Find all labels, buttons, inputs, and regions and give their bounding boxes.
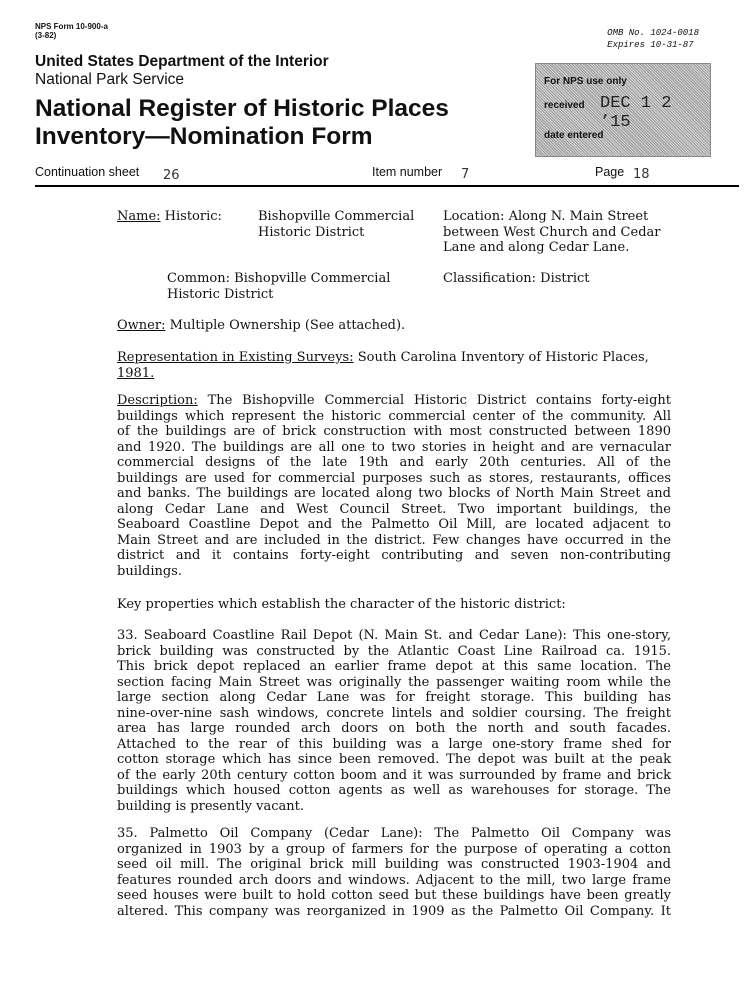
description-section — [117, 393, 671, 579]
property-35-line: 35. Palmetto Oil Company (Cedar Lane): The Palmetto Oil Company was — [117, 826, 671, 841]
stamp-date-entered-label: date entered — [544, 130, 604, 141]
property-33-line: nine-over-nine sash windows, concrete lintels and soldier coursing. The freight — [117, 705, 671, 721]
description-line: of the buildings are of brick construction with most constructed between 1890 — [117, 424, 671, 439]
description-line: along Cedar Lane and West Council Street. Two important buildings, the — [117, 501, 671, 517]
description-line: district and it contains forty-eight contributing and seven non-contributing — [117, 548, 671, 563]
property-33-line: building is presently vacant. — [117, 798, 304, 814]
property-35-line: organized in 1903 by a group of farmers for the purpose of operating a cotton — [117, 841, 671, 857]
property-33 — [117, 628, 671, 814]
representation-label: Representation in Existing Surveys: — [117, 350, 354, 365]
property-33-line: area has large rounded arch doors on both the north and south facades. — [117, 721, 671, 736]
form-title-line2: Inventory—Nomination Form — [35, 123, 373, 150]
historic-name-line2: Historic District — [258, 224, 365, 240]
property-33-line: of the early 20th century cotton boom and it was surrounded by frame and brick — [117, 767, 671, 783]
property-33-line: brick building was constructed by the Atlantic Coast Line Railroad ca. 1915. — [117, 643, 671, 659]
location-line3: Lane and along Cedar Lane. — [443, 240, 630, 255]
name-section — [117, 209, 222, 225]
common-name-block — [167, 271, 390, 302]
name-label: Name: — [117, 209, 161, 224]
form-title — [35, 95, 449, 151]
owner-label: Owner: — [117, 318, 166, 333]
omb-info — [607, 27, 699, 51]
description-line: Main Street and are included in the district. Few changes have occurred in the — [117, 532, 671, 548]
agency-heading: National Park Service — [35, 71, 185, 88]
property-33-line: section facing Main Street was originally the passenger waiting room while the — [117, 674, 671, 690]
property-33-line: 33. Seaboard Coastline Rail Depot (N. Main St. and Cedar Lane): This one-story, — [117, 628, 671, 643]
omb-number: OMB No. 1024-0018 — [607, 28, 699, 38]
common-name-line2: Historic District — [167, 286, 274, 302]
stamp-received-date: DEC 1 2 ’15 — [600, 94, 672, 132]
description-line: and banks. The buildings are located along two blocks of North Main Street and — [117, 486, 671, 501]
stamp-use-only: For NPS use only — [544, 76, 627, 87]
property-35-line: seed houses were built to hold cotton seed but these buildings have been greatly — [117, 888, 671, 903]
representation-section — [117, 350, 672, 381]
property-33-line: This brick depot replaced an earlier frame depot at this same location. The — [117, 659, 671, 674]
continuation-sheet-value: 26 — [163, 168, 180, 183]
item-number-value: 7 — [461, 167, 470, 182]
form-number-text: NPS Form 10-900-a — [35, 22, 108, 31]
location-line2: between West Church and Cedar — [443, 224, 661, 240]
historic-label: Historic: — [164, 209, 222, 224]
common-name-line1: Common: Bishopville Commercial — [167, 271, 391, 286]
description-line: buildings. — [117, 563, 182, 579]
department-heading: United States Department of the Interior — [35, 53, 329, 70]
form-number — [35, 22, 108, 40]
property-33-line: large section along Cedar Lane was for freight storage. This building has — [117, 690, 671, 705]
classification: Classification: District — [443, 271, 590, 286]
description-label: Description: — [117, 393, 198, 408]
stamp-received-label: received — [544, 100, 585, 111]
property-35-line: altered. This company was reorganized in 1909 as the Palmetto Oil Company. It — [117, 903, 671, 919]
page-label: Page — [595, 165, 625, 179]
property-33-line: cotton storage which has since been removed. The depot was built at the peak — [117, 752, 671, 767]
expiration-date: Expires 10-31-87 — [607, 40, 694, 50]
representation-year: 1981. — [117, 365, 155, 381]
representation-text: South Carolina Inventory of Historic Places, — [357, 350, 649, 365]
owner-line — [117, 318, 405, 334]
description-line: Seaboard Coastline Depot and the Palmetto Oil Mill, are located adjacent to — [117, 517, 671, 532]
key-properties-heading: Key properties which establish the character of the historic district: — [117, 597, 566, 612]
item-number-label: Item number — [372, 165, 443, 179]
owner-text: Multiple Ownership (See attached). — [169, 318, 406, 333]
location-line1: Location: Along N. Main Street — [443, 209, 649, 224]
historic-name-line1: Bishopville Commercial — [258, 209, 415, 224]
description-line: commercial designs of the late 19th and early 20th centuries. All of the — [117, 455, 671, 470]
form-revision-text: (3-82) — [35, 31, 57, 40]
continuation-sheet-label: Continuation sheet — [35, 165, 140, 179]
property-33-line: buildings which housed cotton agents as well as warehouses for storage. The — [117, 783, 671, 798]
description-line: and 1920. The buildings are all one to two stories in height and are vernacular — [117, 439, 671, 455]
description-line: The Bishopville Commercial Historic District contains forty-eight — [207, 393, 671, 408]
location-block — [443, 209, 660, 256]
property-35 — [117, 826, 671, 919]
property-35-line: seed oil mill. The original brick mill building was constructed 1903-1904 and — [117, 857, 671, 872]
description-line: buildings are used for commercial purposes such as stores, restaurants, offices — [117, 470, 671, 486]
continuation-row — [35, 163, 739, 187]
nps-use-only-stamp — [535, 63, 711, 157]
property-35-line: features rounded arch doors and windows. Adjacent to the mill, two large frame — [117, 872, 671, 888]
page-value: 18 — [633, 167, 650, 182]
property-33-line: Attached to the rear of this building was a large one-story frame shed for — [117, 736, 671, 752]
historic-name — [258, 209, 414, 240]
description-line: buildings which represent the historic commercial center of the community. All — [117, 408, 671, 424]
form-title-line1: National Register of Historic Places — [35, 95, 449, 122]
